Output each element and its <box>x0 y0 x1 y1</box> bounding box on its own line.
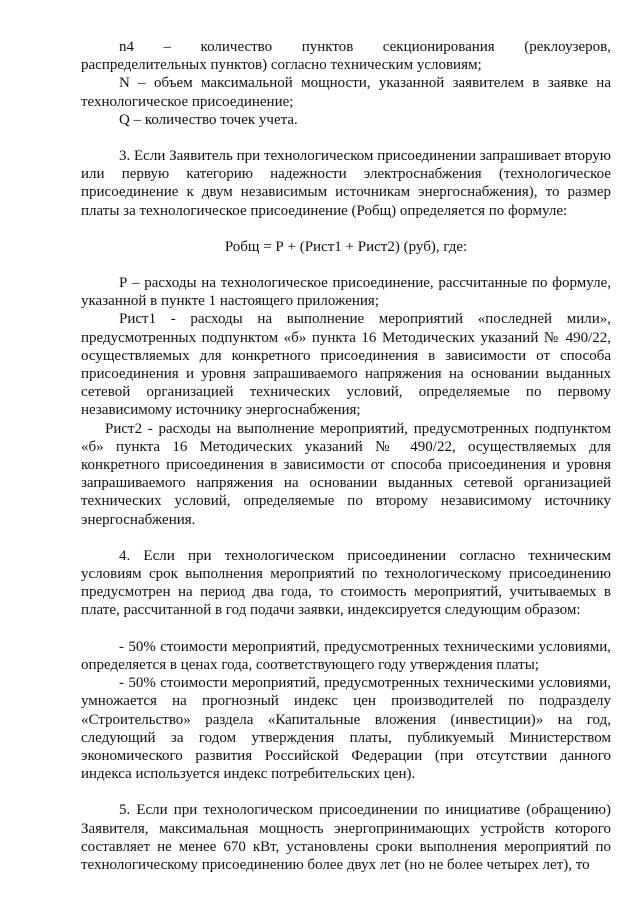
definition-Rist2: Рист2 - расходы на выполнение мероприятий, предусмотренных подпунктом «б» пункта 16 Методических указаний № 490/22, осуществляемых для конкретного присоединения в зависимости от способа присоединения и уровня запрашиваемого напряжения на основании выданных сетевой организацией технических условий, определяемые по второму независимому источнику энергоснабжения. <box>81 420 611 528</box>
paragraph-3: 3. Если Заявитель при технологическом присоединении запрашивает вторую или первую категорию надежности электроснабжения (технологическое присоединение к двум независимым источникам энергоснабжения), то размер платы за технологическое присоединение (Робщ) определяется по формуле: <box>81 148 611 219</box>
definition-N: N – объем максимальной мощности, указанной заявителем в заявке на технологическое присоединение; <box>81 75 611 110</box>
paragraph-5: 5. Если при технологическом присоединении по инициативе (обращению) Заявителя, максимальная мощность энергопринимающих устройств которого составляет не менее 670 кВт, установлены сроки выполнения мероприятий по технологическому присоединению более двух лет (но не более четырех лет), то <box>81 802 611 873</box>
paragraph-gap <box>81 620 611 638</box>
paragraph-gap <box>81 783 611 801</box>
paragraph-gap <box>81 129 611 147</box>
definition-P: Р – расходы на технологическое присоединение, рассчитанные по формуле, указанной в пункте 1 настоящего приложения; <box>81 275 611 310</box>
paragraph-4-item-b: - 50% стоимости мероприятий, предусмотренных техническими условиями, умножается на прогнозный индекс цен производителей по подразделу «Строительство» раздела «Капитальные вложения (инвестиции)» на год, следующий за годом утверждения платы, публикуемый Министерством экономического развития Российской Федерации (при отсутствии данного индекса используется индекс потребительских цен). <box>81 675 611 783</box>
definition-Q: Q – количество точек учета. <box>119 111 298 128</box>
paragraph-4: 4. Если при технологическом присоединении согласно техническим условиям срок выполнения мероприятий по технологическому присоединению предусмотрен на период два года, то стоимость мероприятий, учитываемых в плате, рассчитанной в год подачи заявки, индексируется следующим образом: <box>81 547 611 619</box>
paragraph-4-item-a: - 50% стоимости мероприятий, предусмотренных техническими условиями, определяется в ценах года, соответствующего году утверждения платы; <box>81 638 611 673</box>
definition-Rist1: Рист1 - расходы на выполнение мероприятий «последней мили», предусмотренных подпунктом «б» пункта 16 Методических указаний № 490/22, осуществляемых для конкретного присоединения в зависимости от способа присоединения и уровня запрашиваемого напряжения на основании выданных сетевой организацией технических условий, определяемые по первому независимому источнику энергоснабжения; <box>81 311 611 419</box>
paragraph-gap <box>81 220 611 238</box>
paragraph-gap <box>81 256 611 274</box>
definition-n4: n4 – количество пунктов секционирования (реклоузеров, распределительных пунктов) согласно техническим условиям; <box>81 39 611 74</box>
document-page <box>81 38 611 874</box>
paragraph-gap <box>81 529 611 547</box>
formula: Робщ = Р + (Рист1 + Рист2) (руб), где: <box>224 238 468 255</box>
